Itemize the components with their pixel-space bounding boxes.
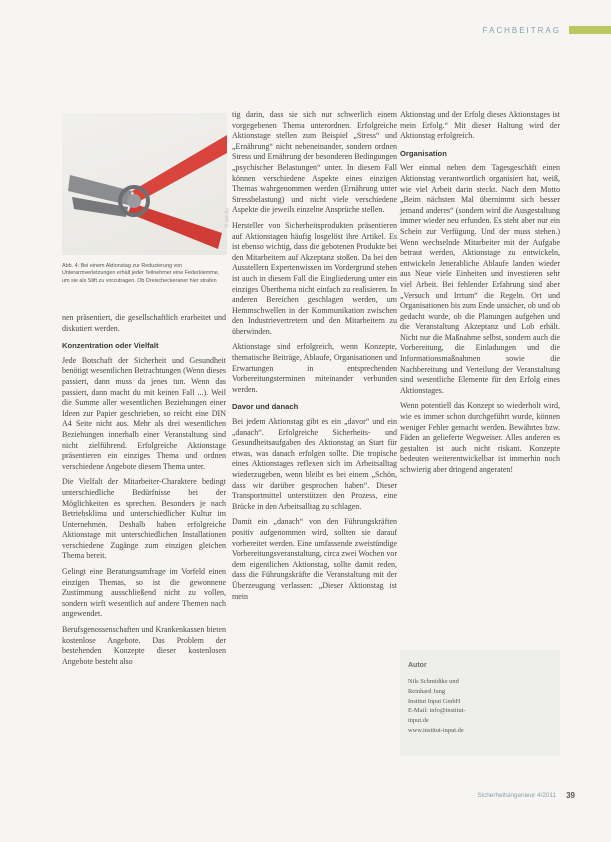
photo-credit: © sxc.hu: [225, 208, 231, 228]
section-header: [483, 23, 611, 37]
author-line: input.de: [408, 717, 429, 725]
section-color-bar: [569, 26, 611, 34]
text-column-3: [400, 110, 560, 481]
paragraph: Jede Botschaft der Sicherheit und Gesundheit benötigt wesentlichen Betrachtungen (Wenn dieses passiert, dann muss da jenes tun. Wenn das passiert, dann macht du mit keinen Fall ...). Weil die Summe aller wesentlichen Beziehungen einer Ideen zur Papier geschrieben, so reicht eine DIN A4 Seite nicht aus. Mehr als drei wesentlichen Beziehungen innerhalb einer Veranstaltung sind nicht zielführend. Erfolgreiche Aktionstage präsentieren ein einziges Thema und ordnen verschiedene Angebote diesem Thema unter.: [62, 355, 226, 471]
author-line: Nils Schmidtke und: [408, 678, 459, 685]
paragraph: Bei jedem Aktionstag gibt es ein „davor“ und ein „danach“. Erfolgreiche Sicherheits- und Gesundheitsaufgaben des Aktionstag an Start für etwas, was danach erfolgen sollte. Die tropische eines Aktionstages reflexen sich im Arbeitsalltag wiederzugeben, wenn bleibt es bei einem „Schön, dass wir darüber gesprochen haben“. Dieser Transportmittel unterstützen den Prozess, eine Brücke in den Arbeitsalltag zu schlagen.: [232, 417, 397, 511]
paragraph: Wer einmal neben dem Tagesgeschäft einen Aktionstag verantwortlich organisiert hat, weiß, wie viel Arbeit darin steckt. Nach dem Motto „Beim nächsten Mal übernimmt sich besser jemand anderes“ (sondern wird die Ausgestaltung immer wieder neu erfunden. Es steht aber nur ein Schein zur Verfügung. Und der muss stehen.) Wenn wechselnde Mitarbeiter mit der Aufgabe betraut werden, Aktionstage zu entwickeln, entwickeln Jenerabliche Ablaufe landen wieder aus Neue viele Einheiten und investieren sehr viel Arbeit. Bei fehlender Erfahrung sind aber „Versuch und Irrtum“ die Regeln. Ort und Organisationen bis zum Ende unsicher, ob und ob gedacht wurde, ob die Planungen aufgehen und die Veranstaltung Akzeptanz und Lob erhält. Nicht nur die Maßnahme selbst, sondern auch die Vorbereitung, die Einladungen und die Informationsmaßnahmen sowie die Nachbereitung und Verteilung der Veranstaltung sind wesentliche Elemente für den Erfolg eines Aktionstages.: [400, 163, 560, 395]
paragraph: Berufsgenossenschaften und Krankenkassen bieten kostenlose Angebote. Das Problem der bestehenden Konzepte dieser kostenlosen Angebote besteht also: [62, 625, 226, 666]
figure-photo: [62, 113, 231, 255]
magazine-name: Sicherheitsingenieur 4/2011: [477, 792, 557, 799]
paragraph: Aktionstage sind erfolgreich, wenn Konzepte, thematische Beiträge, Ablaufe, Organisationen und Erwartungen in entsprechenden Vorbereitungsterminen miteinander verbunden werden.: [232, 342, 397, 394]
section-label: FACHBEITRAG: [482, 25, 561, 35]
clamp-pivot: [127, 194, 141, 208]
paragraph: Hersteller von Sicherheitsprodukten präsentieren auf Aktionstagen häufig losgelöst ihre Artikel. Es ist ebenso wichtig, dass die gebotenen Produkte bei den Mitarbeitern auf Akzeptanz stoßen. Da bei den Ausstellern Expertenwissen im Vordergrund stehen ist auch in diesem Fall die Eingliederung unter ein einziges Überthema nicht einfach zu realisieren. In anderen Bereichen geschlagen werden, um Hemmschwellen in der Kommunikation zwischen den Industrievertretern und den Mitarbeitern zu überwinden.: [232, 220, 397, 336]
text-column-1: [62, 313, 226, 672]
paragraph: Damit ein „danach“ von den Führungskräften positiv aufgenommen wird, sollten sie darauf vorbereitet werden. Eine umfassende zweistündige Vorbereitungsveranstaltung, circa zwei Wochen vor dem eigentlichen Aktionstag, sollte damit reden, dass die Führungskräfte die Veranstaltung mit der Überzeugung verlassen: „Dieser Aktionstag ist mein: [232, 517, 398, 601]
author-box: [400, 650, 560, 756]
paragraph: Aktionstag und der Erfolg dieses Aktionstages ist mein Erfolg.“ Mit dieser Haltung wird der Aktionstag erfolgreich.: [400, 110, 560, 141]
text-column-2: [232, 110, 397, 607]
paragraph: Gelingt eine Beratungsumfrage im Vorfeld einen einzigen Themas, so ist die gewonnene Zustimmung ausschließend nicht zu vollen, sondern wirft wesentlich auf andere Themen nach angewendet.: [62, 567, 226, 619]
section-heading: Organisation: [400, 148, 447, 158]
paragraph: tig darin, dass sie sich nur schwerlich einem vorgegebenen Thema unterordnen. Erfolgreiche Aktionstage stellen zum Beispiel „Stress“ und „Ernährung“ nicht nebeneinander, sondern ordnen Stress und Ernährung der besonderen Bedingungen „psychischer Belastungen“ unter. In diesem Fall können verschiedene Aspekte eines einzigen Themas wahrgenommen werden (Ernährung unter Stressbelastung) und nicht viele verschiedene Aspekte die jeweils einzelne Ansprüche stellen.: [232, 110, 397, 215]
paragraph: Die Vielfalt der Mitarbeiter-Charaktere bedingt unterschiedliche Bedürfnisse bei der Möglichkeiten es sprechen. Besonders je nach Betriebsklima und unterschiedlicher Kultur im Unternehmen. Deshalb haben erfolgreiche Aktionstage mit unterschiedlichen Installationen verschiedene Zugänge zum einzigen gleichen Thema bereit.: [62, 477, 226, 561]
page-footer: [477, 791, 575, 800]
paragraph: Wenn potentiell das Konzept so wiederholt wird, wie es immer schon durchgeführt wurde, können weniger Fehler gemacht werden. Bewährtes bzw. Fäden an gelieferte Wegweiser. Alles anderen es gestalten ist auch nicht riskant. Konzepte bedeuten weiterentwickelbar ist immerhin noch schwierig aber dringend angeraten!: [400, 401, 560, 474]
section-heading: Davor und danach: [232, 402, 299, 412]
paragraph: nen präsentiert, die gesellschaftlich erarbeitet und diskutiert werden.: [62, 313, 226, 333]
author-line: Reinhard Jung: [408, 687, 446, 695]
page-number: 39: [566, 791, 575, 800]
author-line: E-Mail: info@institut-: [408, 707, 466, 715]
figure-caption: Abb. 4: Bei einem Aktionstag zur Reduzierung von Unterarmverletzungen erhält jeder Teilnehmer eine Federklemme, um sie als Stift zu vorzutragen. Ob Dreischeckeraner hier strafen: [62, 263, 220, 284]
author-line: www.institut-input.de: [408, 726, 464, 734]
spring-clamp-illustration: [62, 113, 227, 255]
author-box-title: Autor: [408, 662, 427, 669]
section-heading: Konzentration oder Vielfalt: [62, 341, 159, 351]
author-line: Institut Input GmbH: [408, 697, 461, 705]
